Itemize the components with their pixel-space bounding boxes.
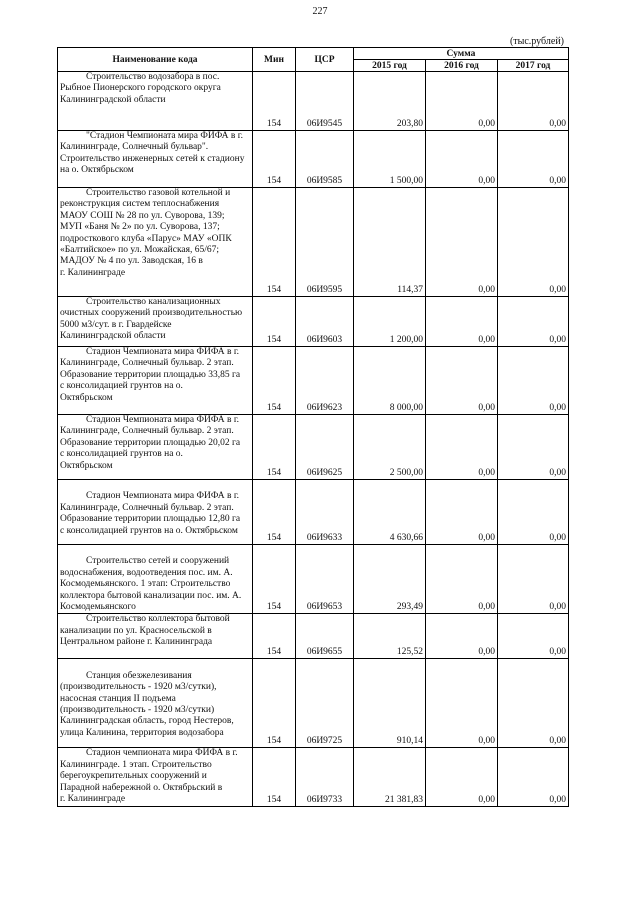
header-sum: Сумма bbox=[354, 48, 569, 60]
name-line: с консолидацией грунтов на о. bbox=[60, 381, 183, 392]
cell-2015: 293,49 bbox=[354, 545, 426, 614]
name-line: МУП «Баня № 2» по ул. Суворова, 137; bbox=[60, 222, 220, 233]
name-line: МАОУ СОШ № 28 по ул. Суворова, 139; bbox=[60, 210, 225, 221]
cell-2017: 0,00 bbox=[498, 415, 569, 480]
cell-2016: 0,00 bbox=[426, 297, 498, 347]
name-line: 5000 м3/сут. в г. Гвардейске bbox=[60, 319, 172, 330]
cell-min: 154 bbox=[253, 748, 296, 807]
name-line bbox=[60, 659, 250, 670]
cell-name bbox=[58, 297, 253, 347]
cell-2017: 0,00 bbox=[498, 131, 569, 188]
cell-2015: 910,14 bbox=[354, 659, 426, 748]
name-line: г. Калининграде bbox=[60, 794, 126, 805]
cell-2017: 0,00 bbox=[498, 297, 569, 347]
cell-2017: 0,00 bbox=[498, 188, 569, 297]
header-name: Наименование кода bbox=[58, 48, 253, 72]
name-line: Строительство канализационных bbox=[86, 297, 221, 307]
name-line: реконструкция систем теплоснабжения bbox=[60, 199, 220, 210]
cell-2017: 0,00 bbox=[498, 347, 569, 415]
cell-csr: 06И9595 bbox=[296, 188, 354, 297]
cell-2016: 0,00 bbox=[426, 131, 498, 188]
name-line: Калининградской области bbox=[60, 94, 166, 105]
cell-2017: 0,00 bbox=[498, 72, 569, 131]
cell-name bbox=[58, 415, 253, 480]
name-line: МАДОУ № 4 по ул. Заводская, 16 в bbox=[60, 256, 203, 267]
cell-name bbox=[58, 748, 253, 807]
name-line: подросткового клуба «Парус» МАУ «ОПК bbox=[60, 233, 232, 244]
cell-min: 154 bbox=[253, 188, 296, 297]
cell-min: 154 bbox=[253, 480, 296, 545]
name-line: канализации по ул. Красносельской в bbox=[60, 625, 212, 636]
cell-name bbox=[58, 131, 253, 188]
cell-min: 154 bbox=[253, 614, 296, 659]
cell-2017: 0,00 bbox=[498, 659, 569, 748]
cell-2017: 0,00 bbox=[498, 748, 569, 807]
table-row bbox=[58, 72, 569, 131]
table-row bbox=[58, 480, 569, 545]
table-row bbox=[58, 614, 569, 659]
table-row bbox=[58, 347, 569, 415]
cell-2016: 0,00 bbox=[426, 480, 498, 545]
name-line: (производительность - 1920 м3/сутки) bbox=[60, 705, 215, 716]
cell-min: 154 bbox=[253, 347, 296, 415]
header-csr: ЦСР bbox=[296, 48, 354, 72]
cell-min: 154 bbox=[253, 659, 296, 748]
cell-2016: 0,00 bbox=[426, 614, 498, 659]
name-line: Калининграде, Солнечный бульвар". bbox=[60, 142, 209, 153]
name-line: Октябрьском bbox=[60, 392, 113, 403]
table-row bbox=[58, 188, 569, 297]
cell-2015: 203,80 bbox=[354, 72, 426, 131]
name-line: Космодемьянского. 1 этап: Строительство bbox=[60, 579, 231, 590]
cell-2016: 0,00 bbox=[426, 545, 498, 614]
name-line: Калининградской области bbox=[60, 331, 166, 342]
cell-csr: 06И9733 bbox=[296, 748, 354, 807]
cell-2017: 0,00 bbox=[498, 480, 569, 545]
cell-csr: 06И9653 bbox=[296, 545, 354, 614]
cell-min: 154 bbox=[253, 297, 296, 347]
name-line: Образование территории площадью 33,85 га bbox=[60, 369, 241, 380]
cell-csr: 06И9585 bbox=[296, 131, 354, 188]
cell-2016: 0,00 bbox=[426, 659, 498, 748]
name-line: "Стадион Чемпионата мира ФИФА в г. bbox=[86, 131, 243, 141]
cell-2017: 0,00 bbox=[498, 614, 569, 659]
cell-2016: 0,00 bbox=[426, 415, 498, 480]
name-line bbox=[60, 545, 250, 556]
cell-csr: 06И9545 bbox=[296, 72, 354, 131]
name-line: Станция обезжелезивания bbox=[86, 670, 192, 681]
cell-name bbox=[58, 188, 253, 297]
cell-2015: 2 500,00 bbox=[354, 415, 426, 480]
name-line: берегоукрепительных сооружений и bbox=[60, 771, 207, 782]
name-line: водоснабжения, водоотведения пос. им. А. bbox=[60, 567, 233, 578]
cell-name bbox=[58, 545, 253, 614]
cell-name bbox=[58, 72, 253, 131]
name-line: с консолидацией грунтов на о. bbox=[60, 449, 183, 460]
name-line: улица Калинина, территория водозабора bbox=[60, 727, 224, 738]
cell-csr: 06И9633 bbox=[296, 480, 354, 545]
name-line: Стадион Чемпионата мира ФИФА в г. bbox=[86, 347, 240, 357]
budget-table bbox=[57, 47, 569, 807]
name-line: Калининграде, Солнечный бульвар. 2 этап. bbox=[60, 426, 234, 437]
name-line: Образование территории площадью 12,80 га bbox=[60, 514, 241, 525]
cell-min: 154 bbox=[253, 415, 296, 480]
table-row bbox=[58, 297, 569, 347]
name-line: коллектора бытовой канализации пос. им. А. bbox=[60, 590, 242, 601]
header-year-2016: 2016 год bbox=[426, 60, 498, 72]
cell-name bbox=[58, 480, 253, 545]
cell-csr: 06И9603 bbox=[296, 297, 354, 347]
name-line: Калининградская область, город Нестеров, bbox=[60, 716, 234, 727]
cell-csr: 06И9655 bbox=[296, 614, 354, 659]
name-line: г. Калининграде bbox=[60, 267, 126, 278]
cell-2016: 0,00 bbox=[426, 347, 498, 415]
cell-2015: 1 500,00 bbox=[354, 131, 426, 188]
page-number: 227 bbox=[312, 6, 328, 17]
cell-2016: 0,00 bbox=[426, 72, 498, 131]
cell-csr: 06И9623 bbox=[296, 347, 354, 415]
name-line: Строительство коллектора бытовой bbox=[86, 614, 230, 625]
cell-name bbox=[58, 347, 253, 415]
name-line: Стадион чемпионата мира ФИФА в г. bbox=[86, 748, 238, 759]
units-note: (тыс.рублей) bbox=[509, 36, 564, 47]
cell-min: 154 bbox=[253, 72, 296, 131]
name-line: Строительство газовой котельной и bbox=[86, 188, 231, 198]
name-line: Центральном районе г. Калининграда bbox=[60, 637, 213, 648]
name-line: Стадион Чемпионата мира ФИФА в г. bbox=[86, 415, 240, 425]
name-line: насосная станция II подъема bbox=[60, 693, 176, 704]
name-line: Строительство инженерных сетей к стадиону bbox=[60, 153, 245, 164]
name-line: (производительность - 1920 м3/сутки), bbox=[60, 682, 217, 693]
table-row bbox=[58, 415, 569, 480]
table-row bbox=[58, 545, 569, 614]
name-line: Космодемьянского bbox=[60, 602, 136, 613]
cell-name bbox=[58, 659, 253, 748]
name-line: Парадной набережной о. Октябрьский в bbox=[60, 782, 223, 793]
cell-name bbox=[58, 614, 253, 659]
cell-2016: 0,00 bbox=[426, 188, 498, 297]
cell-2015: 21 381,83 bbox=[354, 748, 426, 807]
name-line: очистных сооружений производительностью bbox=[60, 308, 243, 319]
name-line: Строительство водозабора в пос. bbox=[86, 72, 220, 82]
cell-2015: 4 630,66 bbox=[354, 480, 426, 545]
name-line bbox=[60, 480, 250, 491]
name-line: Калининграде. 1 этап. Строительство bbox=[60, 759, 212, 770]
name-line: «Балтийское» по ул. Можайская, 65/67; bbox=[60, 245, 220, 256]
name-line: Калининграде, Солнечный бульвар. 2 этап. bbox=[60, 502, 234, 513]
cell-2015: 114,37 bbox=[354, 188, 426, 297]
table-row bbox=[58, 131, 569, 188]
cell-min: 154 bbox=[253, 545, 296, 614]
table-row bbox=[58, 659, 569, 748]
cell-2015: 1 200,00 bbox=[354, 297, 426, 347]
name-line: Калининграде, Солнечный бульвар. 2 этап. bbox=[60, 358, 234, 369]
name-line: Стадион Чемпионата мира ФИФА в г. bbox=[86, 491, 240, 502]
cell-min: 154 bbox=[253, 131, 296, 188]
header-year-2015: 2015 год bbox=[354, 60, 426, 72]
cell-2017: 0,00 bbox=[498, 545, 569, 614]
table-row bbox=[58, 748, 569, 807]
table-body bbox=[58, 72, 569, 807]
name-line: на о. Октябрьском bbox=[60, 165, 134, 176]
name-line: Рыбное Пионерского городского округа bbox=[60, 83, 221, 94]
header-year-2017: 2017 год bbox=[498, 60, 569, 72]
cell-csr: 06И9625 bbox=[296, 415, 354, 480]
header-min: Мин bbox=[253, 48, 296, 72]
cell-2015: 8 000,00 bbox=[354, 347, 426, 415]
name-line: с консолидацией грунтов на о. Октябрьском bbox=[60, 525, 238, 536]
cell-2016: 0,00 bbox=[426, 748, 498, 807]
cell-csr: 06И9725 bbox=[296, 659, 354, 748]
name-line: Октябрьском bbox=[60, 460, 113, 471]
cell-2015: 125,52 bbox=[354, 614, 426, 659]
name-line: Образование территории площадью 20,02 га bbox=[60, 437, 241, 448]
name-line: Строительство сетей и сооружений bbox=[86, 556, 230, 567]
